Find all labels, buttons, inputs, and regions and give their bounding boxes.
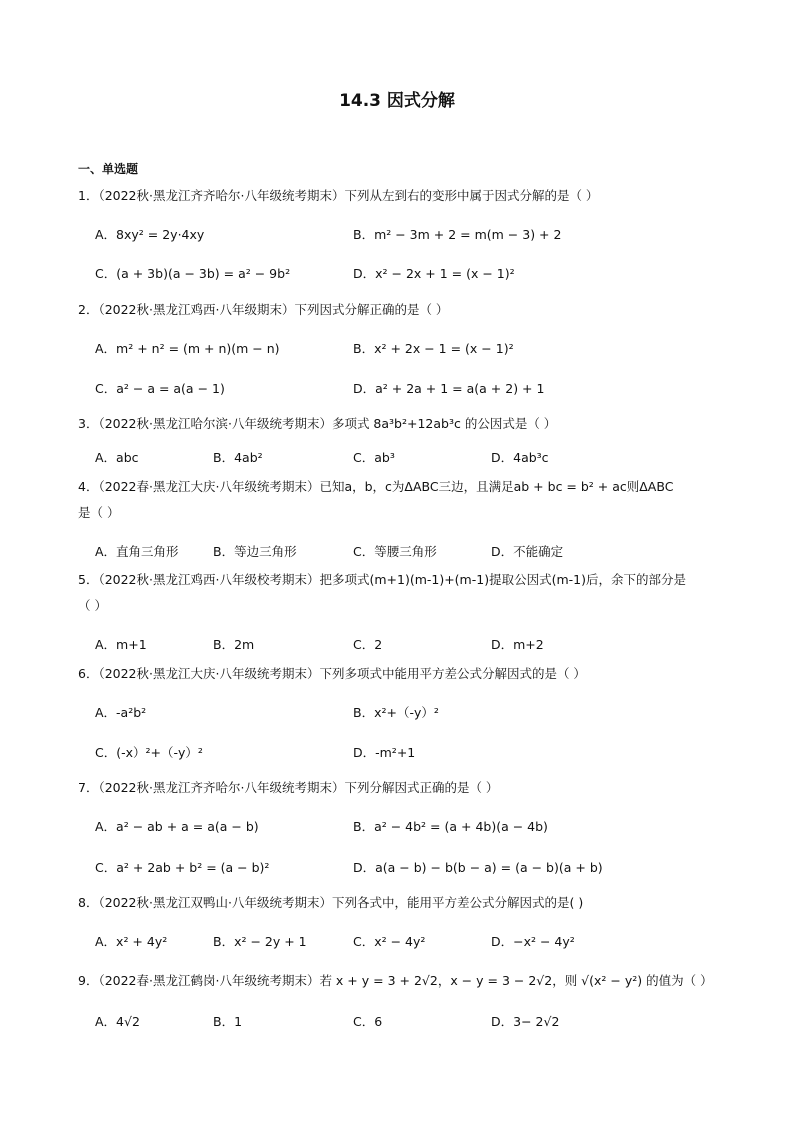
option-b: B．a² − 4b² = (a + 4b)(a − 4b) (353, 819, 548, 834)
question-5 (78, 567, 718, 619)
option-d: D．3− 2√2 (491, 1014, 560, 1029)
option-b: B．x² − 2y + 1 (213, 934, 307, 949)
option-a: A．x² + 4y² (95, 934, 168, 949)
question-stem: 4．（2022春·黑龙江大庆·八年级统考期末）已知a，b，c为ΔABC三边，且满足ab + bc = b² + ac则ΔABC (78, 479, 674, 494)
question-stem: 9．（2022春·黑龙江鹤岗·八年级统考期末）若 x + y = 3 + 2√2，x − y = 3 − 2√2，则 √(x² − y²) 的值为（ ） (78, 973, 713, 988)
option-a: A．a² − ab + a = a(a − b) (95, 819, 259, 834)
question-stem: 3．（2022秋·黑龙江哈尔滨·八年级统考期末）多项式 8a³b²+12ab³c 的公因式是（ ） (78, 416, 557, 431)
question-stem-continued: （ ） (78, 598, 107, 613)
option-a: A．4√2 (95, 1014, 140, 1029)
option-b: B．m² − 3m + 2 = m(m − 3) + 2 (353, 227, 562, 242)
option-d: D．a(a − b) − b(b − a) = (a − b)(a + b) (353, 860, 603, 875)
option-c: C．(-x）²+（-y）² (95, 745, 203, 760)
option-b: B．等边三角形 (213, 544, 297, 559)
section-heading: 一、单选题 (78, 162, 139, 176)
option-d: D．不能确定 (491, 544, 564, 559)
question-stem: 2．（2022秋·黑龙江鸡西·八年级期末）下列因式分解正确的是（ ） (78, 302, 449, 317)
option-b: B．x²+（-y）² (353, 705, 439, 720)
option-a: A．abc (95, 450, 139, 465)
question-7 (78, 775, 718, 801)
question-3 (78, 411, 718, 437)
option-c: C．等腰三角形 (353, 544, 437, 559)
question-stem: 6．（2022秋·黑龙江大庆·八年级统考期末）下列多项式中能用平方差公式分解因式的是（ ） (78, 666, 586, 681)
option-c: C．(a + 3b)(a − 3b) = a² − 9b² (95, 266, 291, 281)
option-c: C．a² − a = a(a − 1) (95, 381, 225, 396)
page-title: 14.3 因式分解 (339, 91, 455, 111)
option-d: D．4ab³c (491, 450, 549, 465)
option-d: D．−x² − 4y² (491, 934, 575, 949)
question-1 (78, 183, 718, 209)
option-c: C．a² + 2ab + b² = (a − b)² (95, 860, 270, 875)
option-d: D．x² − 2x + 1 = (x − 1)² (353, 266, 515, 281)
option-d: D．-m²+1 (353, 745, 416, 760)
question-stem-continued: 是（ ） (78, 505, 120, 520)
option-b: B．4ab² (213, 450, 263, 465)
option-b: B．2m (213, 637, 255, 652)
option-c: C．6 (353, 1014, 383, 1029)
question-6 (78, 661, 718, 687)
option-a: A．m+1 (95, 637, 147, 652)
option-b: B．1 (213, 1014, 243, 1029)
option-b: B．x² + 2x − 1 = (x − 1)² (353, 341, 514, 356)
question-stem: 7．（2022秋·黑龙江齐齐哈尔·八年级统考期末）下列分解因式正确的是（ ） (78, 780, 499, 795)
question-9 (78, 968, 718, 994)
question-stem: 1．（2022秋·黑龙江齐齐哈尔·八年级统考期末）下列从左到右的变形中属于因式分解的是（ ） (78, 188, 599, 203)
question-stem: 5．（2022秋·黑龙江鸡西·八年级校考期末）把多项式(m+1)(m-1)+(m-1)提取公因式(m-1)后，余下的部分是 (78, 572, 686, 587)
option-c: C．ab³ (353, 450, 395, 465)
question-2 (78, 297, 718, 323)
option-c: C．2 (353, 637, 383, 652)
question-stem: 8．（2022秋·黑龙江双鸭山·八年级统考期末）下列各式中，能用平方差公式分解因式的是( ) (78, 895, 584, 910)
option-d: D．a² + 2a + 1 = a(a + 2) + 1 (353, 381, 545, 396)
option-c: C．x² − 4y² (353, 934, 426, 949)
option-a: A．-a²b² (95, 705, 147, 720)
option-a: A．m² + n² = (m + n)(m − n) (95, 341, 280, 356)
option-a: A．8xy² = 2y·4xy (95, 227, 205, 242)
option-d: D．m+2 (491, 637, 544, 652)
question-8 (78, 890, 718, 916)
question-4 (78, 474, 718, 526)
option-a: A．直角三角形 (95, 544, 179, 559)
